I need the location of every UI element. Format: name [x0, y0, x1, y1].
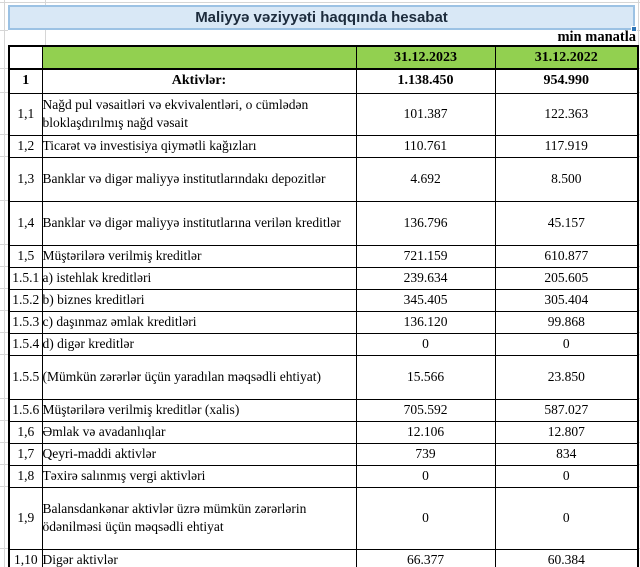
row-value-2022-cell[interactable]: 610.877 — [495, 245, 638, 267]
row-value-2022-cell[interactable]: 0 — [495, 333, 638, 355]
gridline — [0, 200, 8, 201]
table-row — [9, 201, 638, 245]
gridline — [0, 486, 8, 487]
table-row — [9, 421, 638, 443]
row-number-cell[interactable]: 1,9 — [9, 487, 42, 549]
row-value-2023-cell[interactable]: 345.405 — [356, 289, 495, 311]
gridline — [0, 464, 8, 465]
row-value-2022-cell[interactable]: 23.850 — [495, 355, 638, 399]
table-row — [9, 465, 638, 487]
gridline — [0, 68, 8, 69]
row-label-cell[interactable]: d) digər kreditlər — [42, 333, 356, 355]
row-label-cell[interactable]: Balansdankənar aktivlər üzrə mümkün zərərlərin ödənilməsi üçün məqsədli ehtiyat — [42, 487, 356, 549]
row-value-2023-cell[interactable]: 12.106 — [356, 421, 495, 443]
gridline — [4, 0, 5, 567]
header-2022-cell[interactable]: 31.12.2022 — [495, 46, 638, 69]
row-number-cell[interactable]: 1.5.4 — [9, 333, 42, 355]
gridline — [0, 266, 8, 267]
row-number-cell[interactable]: 1,2 — [9, 135, 42, 157]
row-number-cell[interactable]: 1,3 — [9, 157, 42, 201]
table-row — [9, 289, 638, 311]
gridline — [0, 288, 8, 289]
gridline — [0, 134, 8, 135]
financial-table — [8, 45, 639, 567]
row-value-2022-cell[interactable]: 99.868 — [495, 311, 638, 333]
row-label-cell[interactable]: Əmlak və avadanlıqlar — [42, 421, 356, 443]
row-value-2023-cell[interactable]: 239.634 — [356, 267, 495, 289]
table-row — [9, 267, 638, 289]
row-label-cell[interactable]: Qeyri-maddi aktivlər — [42, 443, 356, 465]
row-value-2022-cell[interactable]: 122.363 — [495, 93, 638, 135]
row-value-2023-cell[interactable]: 739 — [356, 443, 495, 465]
row-number-cell[interactable]: 1 — [9, 69, 42, 93]
row-number-cell[interactable]: 1,8 — [9, 465, 42, 487]
table-row — [9, 135, 638, 157]
row-value-2023-cell[interactable]: 136.796 — [356, 201, 495, 245]
gridline — [0, 548, 8, 549]
row-value-2023-cell[interactable]: 0 — [356, 465, 495, 487]
row-value-2022-cell[interactable]: 205.605 — [495, 267, 638, 289]
row-label-cell[interactable]: Təxirə salınmış vergi aktivləri — [42, 465, 356, 487]
row-label-cell[interactable]: Müştərilərə verilmiş kreditlər — [42, 245, 356, 267]
gridline — [0, 332, 8, 333]
row-label-cell[interactable]: (Mümkün zərərlər üçün yaradılan məqsədli ehtiyat) — [42, 355, 356, 399]
row-number-cell[interactable]: 1,5 — [9, 245, 42, 267]
row-number-cell[interactable]: 1,10 — [9, 549, 42, 567]
gridline — [0, 2, 640, 3]
row-value-2023-cell[interactable]: 136.120 — [356, 311, 495, 333]
gridline — [0, 156, 8, 157]
row-value-2023-cell[interactable]: 1.138.450 — [356, 69, 495, 93]
row-label-cell[interactable]: Banklar və digər maliyyə institutlarındakı depozitlər — [42, 157, 356, 201]
row-value-2023-cell[interactable]: 705.592 — [356, 399, 495, 421]
row-number-cell[interactable]: 1.5.1 — [9, 267, 42, 289]
row-number-cell[interactable]: 1,6 — [9, 421, 42, 443]
row-value-2022-cell[interactable]: 954.990 — [495, 69, 638, 93]
gridline — [0, 420, 8, 421]
row-label-cell[interactable]: c) daşınmaz əmlak kreditləri — [42, 311, 356, 333]
row-value-2022-cell[interactable]: 45.157 — [495, 201, 638, 245]
row-value-2023-cell[interactable]: 0 — [356, 333, 495, 355]
row-value-2022-cell[interactable]: 834 — [495, 443, 638, 465]
table-row — [9, 399, 638, 421]
row-label-cell[interactable]: Ticarət və investisiya qiymətli kağızları — [42, 135, 356, 157]
table-row — [9, 443, 638, 465]
row-value-2022-cell[interactable]: 8.500 — [495, 157, 638, 201]
row-value-2023-cell[interactable]: 66.377 — [356, 549, 495, 567]
report-title-cell[interactable] — [8, 5, 635, 30]
row-value-2022-cell[interactable]: 587.027 — [495, 399, 638, 421]
row-label-cell[interactable]: Müştərilərə verilmiş kreditlər (xalis) — [42, 399, 356, 421]
row-number-cell[interactable]: 1,1 — [9, 93, 42, 135]
gridline — [0, 442, 8, 443]
table-row — [9, 333, 638, 355]
header-blank-cell[interactable] — [9, 46, 42, 69]
row-value-2022-cell[interactable]: 0 — [495, 487, 638, 549]
gridline — [0, 244, 8, 245]
table-row — [9, 355, 638, 399]
row-label-cell[interactable]: Nağd pul vəsaitləri və ekvivalentləri, o cümlədən bloklaşdırılmış nağd vəsait — [42, 93, 356, 135]
table-row — [9, 157, 638, 201]
row-value-2022-cell[interactable]: 305.404 — [495, 289, 638, 311]
row-value-2022-cell[interactable]: 12.807 — [495, 421, 638, 443]
row-label-cell[interactable]: b) biznes kreditləri — [42, 289, 356, 311]
gridline — [0, 310, 8, 311]
row-number-cell[interactable]: 1.5.5 — [9, 355, 42, 399]
gridline — [0, 92, 8, 93]
row-value-2023-cell[interactable]: 0 — [356, 487, 495, 549]
table-row — [9, 69, 638, 93]
report-title: Maliyyə vəziyyəti haqqında hesabat — [195, 9, 448, 26]
row-value-2023-cell[interactable]: 721.159 — [356, 245, 495, 267]
table-row — [9, 487, 638, 549]
row-label-cell[interactable]: Aktivlər: — [42, 69, 356, 93]
header-label-cell[interactable] — [42, 46, 356, 69]
unit-note: min manatla — [557, 29, 636, 45]
gridline — [0, 398, 8, 399]
table-row — [9, 311, 638, 333]
row-label-cell[interactable]: a) istehlak kreditləri — [42, 267, 356, 289]
table-row — [9, 549, 638, 567]
row-value-2022-cell[interactable]: 117.919 — [495, 135, 638, 157]
row-label-cell[interactable]: Banklar və digər maliyyə institutlarına verilən kreditlər — [42, 201, 356, 245]
row-value-2023-cell[interactable]: 4.692 — [356, 157, 495, 201]
row-number-cell[interactable]: 1.5.3 — [9, 311, 42, 333]
row-value-2023-cell[interactable]: 101.387 — [356, 93, 495, 135]
row-value-2022-cell[interactable]: 60.384 — [495, 549, 638, 567]
row-value-2023-cell[interactable]: 110.761 — [356, 135, 495, 157]
row-value-2023-cell[interactable]: 15.566 — [356, 355, 495, 399]
row-number-cell[interactable]: 1.5.2 — [9, 289, 42, 311]
table-row — [9, 245, 638, 267]
table-row — [9, 93, 638, 135]
row-label-cell[interactable]: Digər aktivlər — [42, 549, 356, 567]
row-value-2022-cell[interactable]: 0 — [495, 465, 638, 487]
row-number-cell[interactable]: 1.5.6 — [9, 399, 42, 421]
header-2023-cell[interactable]: 31.12.2023 — [356, 46, 495, 69]
gridline — [0, 354, 8, 355]
row-number-cell[interactable]: 1,7 — [9, 443, 42, 465]
row-number-cell[interactable]: 1,4 — [9, 201, 42, 245]
table-header-row — [9, 46, 638, 69]
